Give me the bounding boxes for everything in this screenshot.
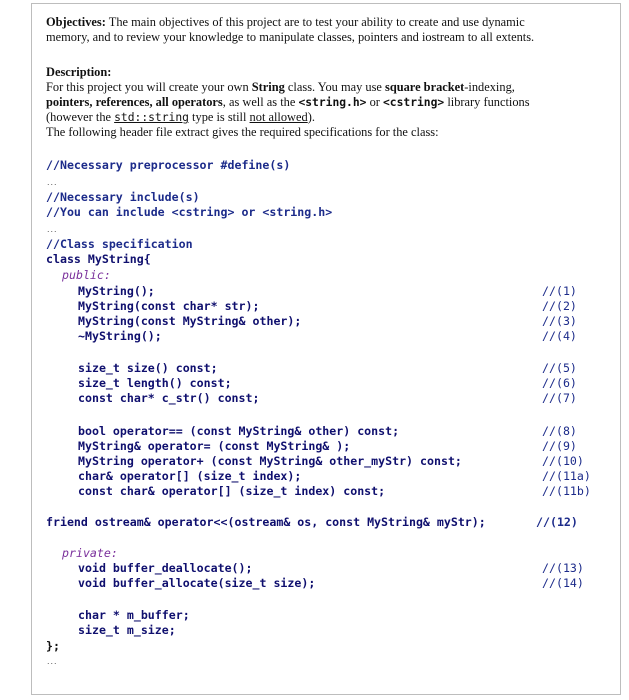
method-buffer-allocate: void buffer_allocate(size_t size); xyxy=(78,576,316,590)
marker-5: //(5) xyxy=(542,361,577,375)
class-close: }; xyxy=(46,639,60,653)
ctor-default: MyString(); xyxy=(78,284,155,298)
member-size: size_t m_size; xyxy=(78,623,176,637)
method-c-str: const char* c_str() const; xyxy=(78,391,260,405)
description-line-3: (however the std::string type is still not allowed). xyxy=(46,110,315,124)
objectives-text-2: memory, and to review your knowledge to manipulate classes, pointers and iostream to all extents. xyxy=(46,30,535,44)
objectives-text-1: The main objectives of this project are to test your ability to create and use dynamic xyxy=(108,15,525,29)
ellipsis-3: ... xyxy=(47,656,58,666)
comment-preprocessor: //Necessary preprocessor #define(s) xyxy=(46,158,291,172)
ellipsis-2: ... xyxy=(47,224,58,234)
ctor-cstr: MyString(const char* str); xyxy=(78,299,260,313)
public-label: public: xyxy=(62,268,111,282)
marker-10: //(10) xyxy=(542,454,584,468)
destructor: ~MyString(); xyxy=(78,329,162,343)
operator-plus: MyString operator+ (const MyString& other_myStr) const; xyxy=(78,454,462,468)
description-heading: Description: xyxy=(46,65,112,79)
objectives-heading: Objectives: xyxy=(46,15,106,29)
marker-11a: //(11a) xyxy=(542,469,591,483)
ctor-copy: MyString(const MyString& other); xyxy=(78,314,302,328)
marker-8: //(8) xyxy=(542,424,577,438)
member-buffer: char * m_buffer; xyxy=(78,608,190,622)
method-length: size_t length() const; xyxy=(78,376,232,390)
private-label: private: xyxy=(62,546,118,560)
document-page xyxy=(31,3,621,695)
description-line-4: The following header file extract gives the required specifications for the class: xyxy=(46,125,439,139)
marker-7: //(7) xyxy=(542,391,577,405)
objectives-line-1 xyxy=(46,15,525,31)
marker-6: //(6) xyxy=(542,376,577,390)
marker-4: //(4) xyxy=(542,329,577,343)
ellipsis-1: ... xyxy=(47,177,58,187)
marker-1: //(1) xyxy=(542,284,577,298)
marker-14: //(14) xyxy=(542,576,584,590)
description-line-1: For this project you will create your own String class. You may use square bracket-indexing, xyxy=(46,80,515,94)
marker-11b: //(11b) xyxy=(542,484,591,498)
comment-class-spec: //Class specification xyxy=(46,237,193,251)
method-buffer-deallocate: void buffer_deallocate(); xyxy=(78,561,253,575)
marker-2: //(2) xyxy=(542,299,577,313)
description-line-2: pointers, references, all operators, as well as the <string.h> or <cstring> library functions xyxy=(46,95,530,109)
marker-3: //(3) xyxy=(542,314,577,328)
comment-includes: //Necessary include(s) xyxy=(46,190,200,204)
marker-12: //(12) xyxy=(532,515,578,530)
friend-operator: friend ostream& operator<<(ostream& os, const MyString& myStr); xyxy=(46,515,486,529)
operator-equals: bool operator== (const MyString& other) const; xyxy=(78,424,400,438)
operator-index-const: const char& operator[] (size_t index) const; xyxy=(78,484,386,498)
class-declaration: class MyString{ xyxy=(46,252,151,266)
marker-13: //(13) xyxy=(542,561,584,575)
operator-assign: MyString& operator= (const MyString& ); xyxy=(78,439,351,453)
method-size: size_t size() const; xyxy=(78,361,218,375)
comment-cstring: //You can include <cstring> or <string.h> xyxy=(46,205,333,219)
marker-9: //(9) xyxy=(542,439,577,453)
operator-index: char& operator[] (size_t index); xyxy=(78,469,302,483)
